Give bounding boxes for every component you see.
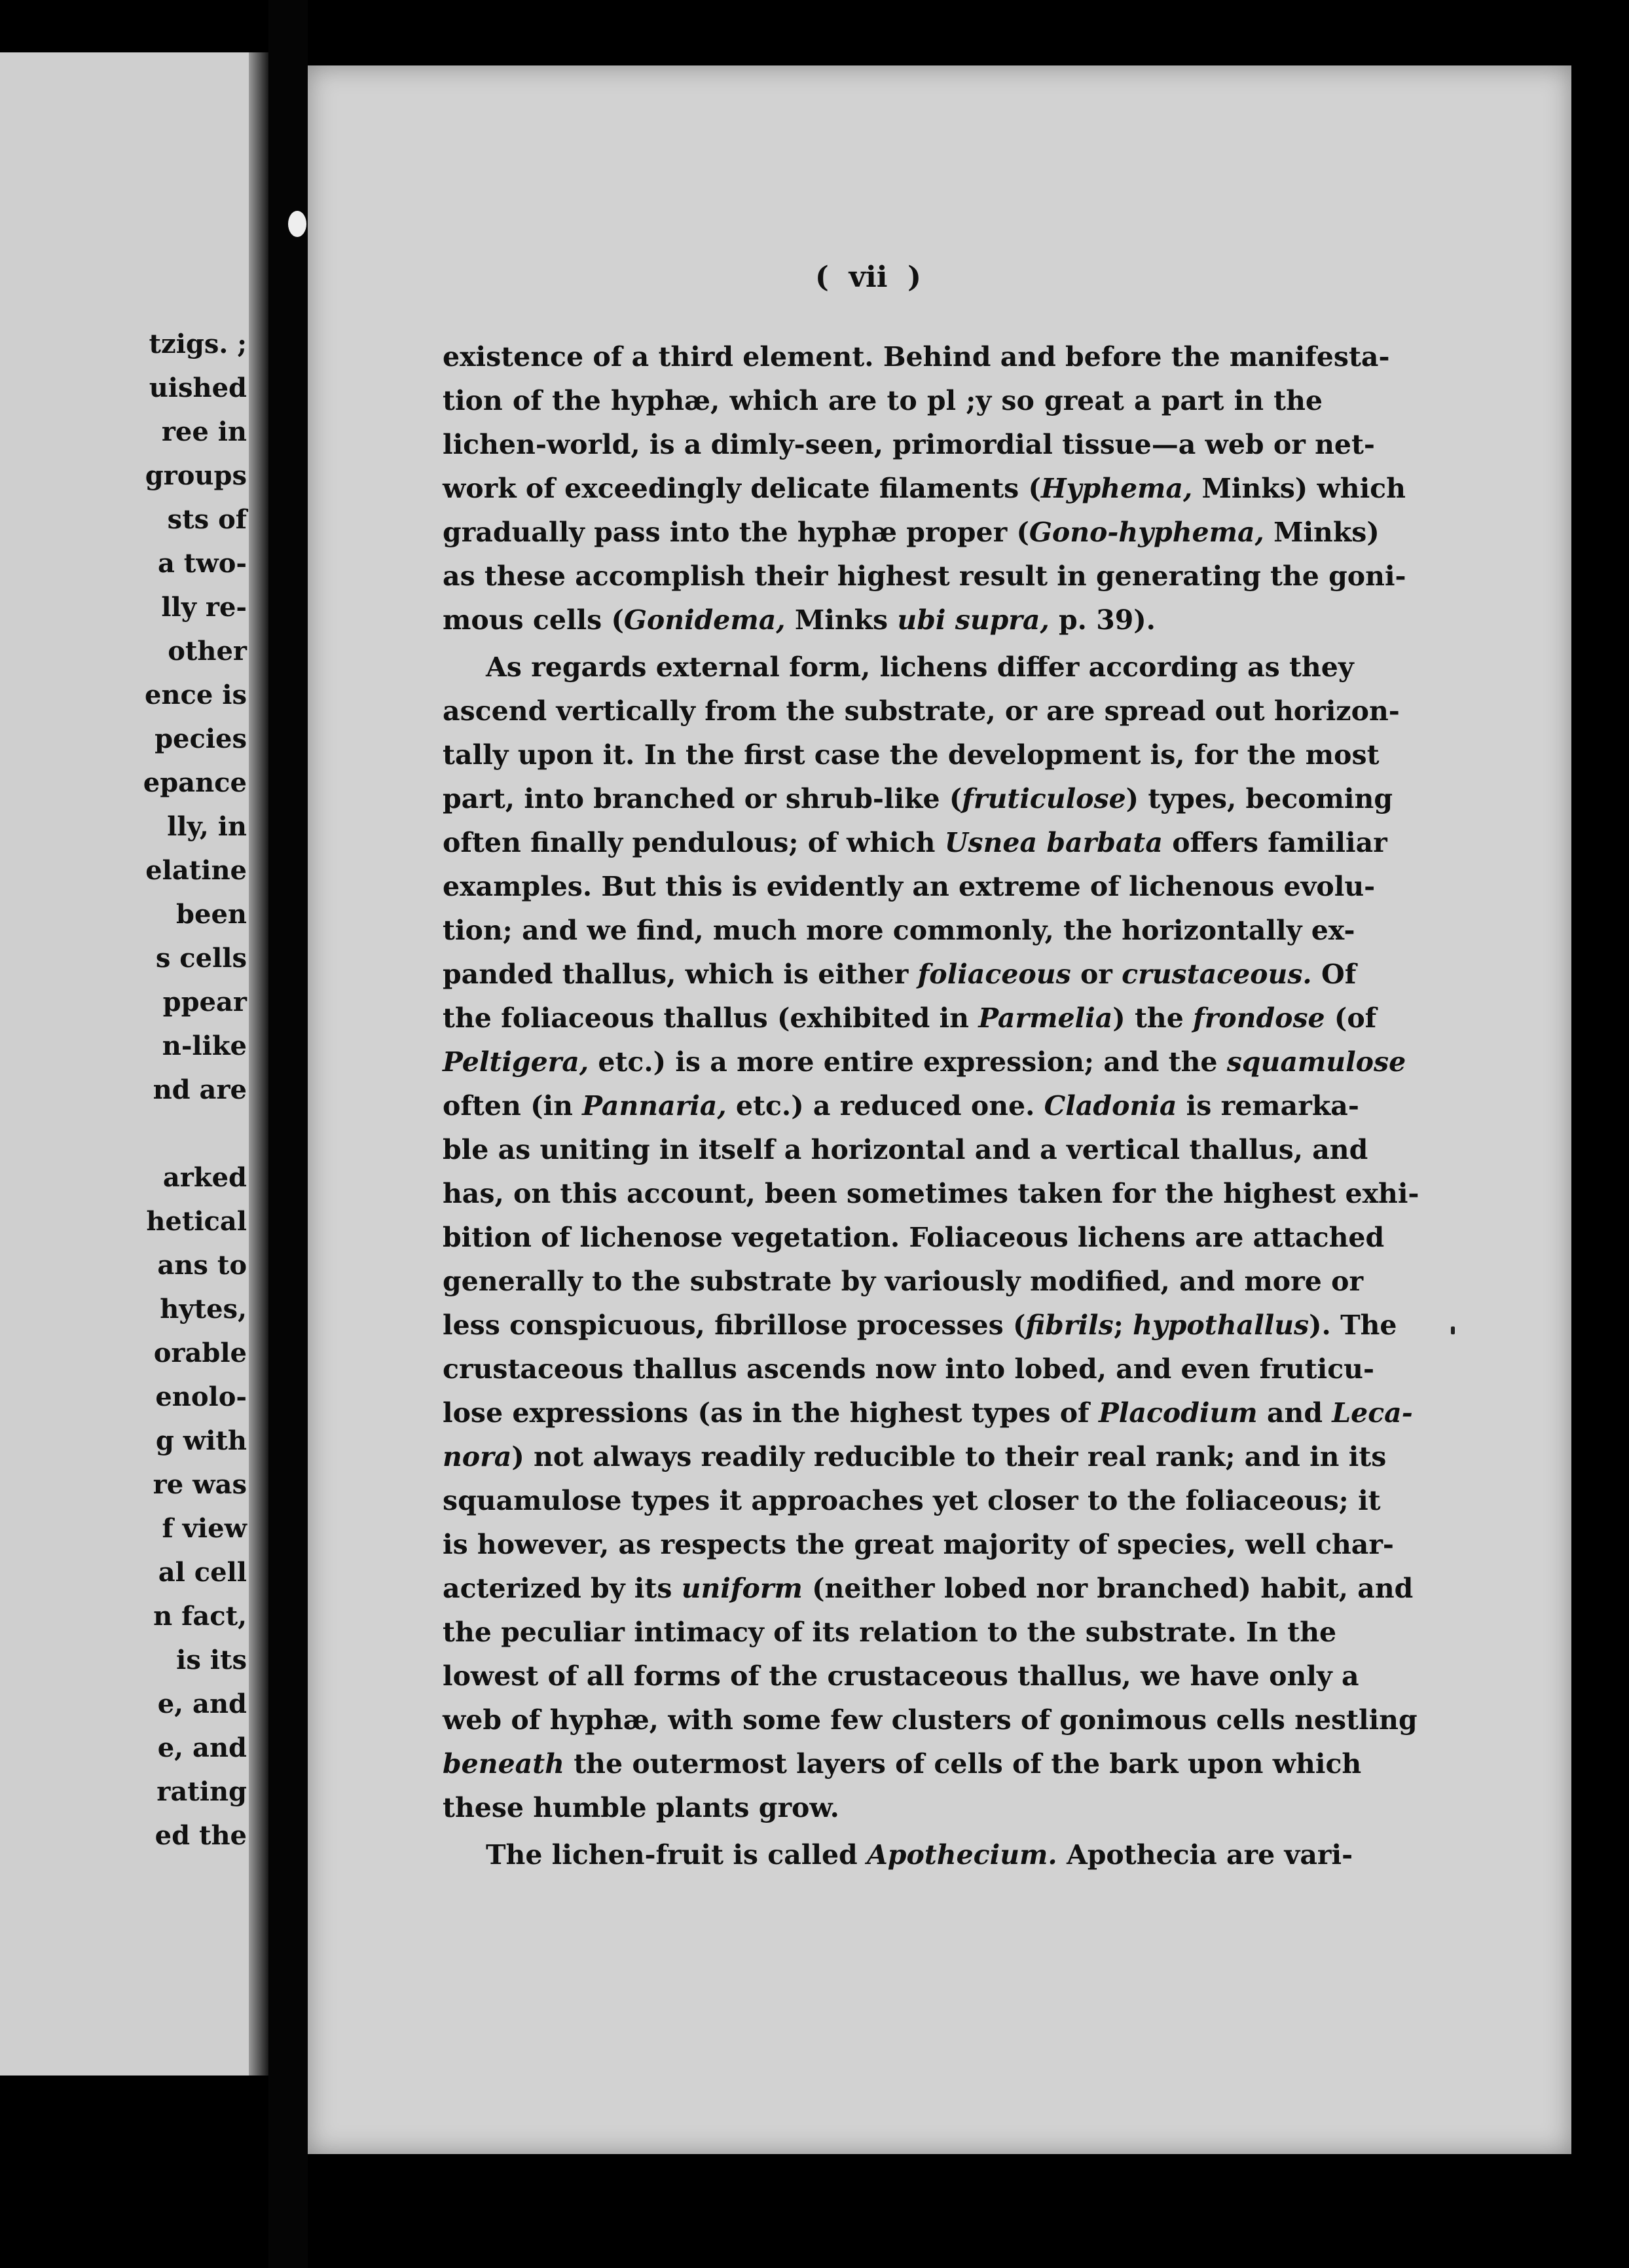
text-segment: often finally pendulous; of which [443,827,945,858]
text-segment: or [1071,959,1122,990]
text-segment: panded thallus, which is either [443,959,918,990]
italic-term: fruticulose [962,783,1126,814]
text-segment: Minks [785,604,898,636]
text-segment: tally upon it. In the first case the development is, for the most [443,739,1380,771]
left-page-line: elatine [145,855,247,886]
text-line [443,997,1377,1040]
left-page-line: is its [176,1645,247,1675]
text-line [443,909,1355,953]
italic-term: crustaceous. [1122,959,1312,990]
text-line [443,1655,1359,1698]
text-segment: the foliaceous thallus (exhibited in [443,1002,979,1034]
left-page-line: pecies [155,723,247,754]
text-line [443,1567,1414,1611]
text-segment: less conspicuous, fibrillose processes ( [443,1309,1026,1341]
text-segment: ) types, becoming [1126,783,1393,814]
text-line [443,689,1400,733]
text-line [443,1304,1397,1347]
left-page-line: ed the [155,1820,247,1851]
italic-term: Peltigera, [443,1046,589,1078]
text-segment: these humble plants grow. [443,1792,839,1823]
text-segment: etc.) is a more entire expression; and the [589,1046,1227,1078]
italic-term: nora [443,1441,512,1472]
left-page-line: n-like [162,1031,247,1061]
left-page-line: hytes, [160,1294,247,1325]
italic-term: fibrils [1025,1309,1114,1341]
left-page-line: n fact, [153,1601,247,1632]
italic-term: beneath [443,1748,564,1780]
italic-term: frondose [1193,1002,1325,1034]
italic-term: Gonidema, [623,604,786,636]
text-line [443,467,1406,511]
text-line [443,733,1380,777]
text-segment: Minks) which [1192,473,1406,504]
text-line [443,953,1357,997]
left-page-line: g with [155,1425,247,1456]
left-page-line: ence is [145,680,247,710]
text-segment: squamulose types it approaches yet closer to the foliaceous; it [443,1485,1381,1516]
left-page-line: e, and [157,1689,247,1719]
left-page-line: e, and [157,1732,247,1763]
text-line [443,1084,1359,1128]
text-segment: examples. But this is evidently an extreme of lichenous evolu- [443,871,1376,902]
text-line [443,598,1323,642]
text-line [443,1786,1323,1830]
text-segment: has, on this account, been sometimes taken for the highest exhi- [443,1178,1419,1209]
left-page-line: orable [153,1338,247,1368]
text-segment: p. 39). [1049,604,1156,636]
text-segment: bition of lichenose vegetation. Foliaceous lichens are attached [443,1222,1385,1253]
text-line [443,1260,1364,1304]
text-segment: etc.) a reduced one. [726,1090,1044,1122]
left-page-line: groups [145,460,247,491]
text-line [443,379,1323,423]
text-segment: the outermost layers of cells of the bark upon which [564,1748,1362,1780]
left-page-line: hetical [146,1206,247,1237]
left-page-line: epance [143,767,247,798]
text-segment: ). The [1309,1309,1397,1341]
text-segment: ; [1113,1309,1133,1341]
text-line [443,1742,1362,1786]
left-page-line: tzigs. ; [149,329,247,359]
left-page-line: s cells [155,943,247,974]
text-segment: existence of a third element. Behind and before the manifesta- [443,341,1390,373]
text-line [443,777,1393,821]
text-segment: crustaceous thallus ascends now into lobed, and even fruticu- [443,1353,1374,1385]
italic-term: Cladonia [1044,1090,1177,1122]
text-segment: ) not always readily reducible to their real rank; and in its [511,1441,1387,1472]
left-page-line: enolo- [155,1381,247,1412]
text-segment: ) the [1112,1002,1194,1034]
text-line [443,1172,1419,1216]
text-segment: part, into branched or shrub-like ( [443,783,962,814]
text-segment: is remarka- [1177,1090,1359,1122]
text-segment: lose expressions (as in the highest types of [443,1397,1099,1429]
left-page-line: rating [156,1776,247,1807]
left-page-line: ppear [162,987,247,1017]
text-line [443,1479,1381,1523]
italic-term: Gono-hyphema, [1029,517,1264,548]
left-page-line: uished [149,373,247,403]
paper-speck [288,211,306,237]
text-segment: web of hyphæ, with some few clusters of gonimous cells nestling [443,1704,1418,1736]
text-segment: lichen-world, is a dimly-seen, primordial tissue—a web or net- [443,429,1375,460]
text-segment: tion; and we find, much more commonly, the horizontally ex- [443,915,1355,946]
left-page-line: lly, in [167,811,247,842]
text-segment: work of exceedingly delicate filaments ( [443,473,1041,504]
italic-term: Apothecium. [867,1839,1057,1871]
text-segment: ascend vertically from the substrate, or are spread out horizon- [443,695,1400,727]
text-line [443,1611,1337,1655]
text-segment: lowest of all forms of the crustaceous thallus, we have only a [443,1660,1359,1692]
text-line [443,1391,1413,1435]
text-segment: is however, as respects the great majority of species, well char- [443,1529,1394,1560]
left-page-line: been [176,899,247,930]
italic-term: foliaceous [917,959,1071,990]
text-line [443,511,1380,555]
text-segment: generally to the substrate by variously modified, and more or [443,1266,1364,1297]
book-gutter [268,0,308,2268]
text-line [443,423,1375,467]
text-line [443,1216,1385,1260]
italic-term: Parmelia [978,1002,1113,1034]
text-line [443,865,1376,909]
text-line [443,1435,1387,1479]
text-segment: mous cells ( [443,604,624,636]
text-line [443,1040,1406,1084]
left-page-edge [249,52,268,2076]
italic-term: uniform [681,1573,803,1604]
text-segment: acterized by its [443,1573,682,1604]
text-segment: As regards external form, lichens differ according as they [486,651,1354,683]
text-line [443,646,1354,689]
left-page-line: other [168,636,247,667]
text-line [443,335,1390,379]
text-segment: often (in [443,1090,583,1122]
text-segment: ble as uniting in itself a horizontal and a vertical thallus, and [443,1134,1368,1165]
italic-term: Placodium [1098,1397,1258,1429]
text-segment: The lichen-fruit is called [486,1839,867,1871]
text-segment: Minks) [1264,517,1380,548]
text-line [443,1347,1374,1391]
italic-term: squamulose [1226,1046,1406,1078]
left-page-fragment [0,52,259,2076]
text-line [443,1523,1394,1567]
text-segment: tion of the hyphæ, which are to pl ;y so great a part in the [443,385,1323,416]
text-line [443,1833,1353,1877]
text-segment: offers familiar [1162,827,1387,858]
left-page-line: a two- [157,548,247,579]
body-text [443,335,1419,1877]
left-page-line: al cell [158,1557,247,1588]
italic-term: Usnea barbata [944,827,1163,858]
italic-term: Leca- [1332,1397,1413,1429]
left-page-line: ree in [161,416,247,447]
left-page-line: re was [153,1469,247,1500]
left-page-line: nd are [153,1074,247,1105]
left-page-line: sts of [167,504,247,535]
page-number: ( vii ) [815,261,921,294]
italic-term: ubi supra, [897,604,1050,636]
text-segment: Of [1311,959,1357,990]
italic-term: Pannaria, [582,1090,727,1122]
text-segment: Apothecia are vari- [1057,1839,1353,1871]
text-line [443,555,1406,598]
text-segment: the peculiar intimacy of its relation to the substrate. In the [443,1617,1337,1648]
left-page-line: arked [162,1162,247,1193]
left-page-line: lly re- [161,592,247,623]
text-segment: as these accomplish their highest result in generating the goni- [443,560,1406,592]
left-page-line: ans to [157,1250,247,1281]
ink-speck [1451,1326,1455,1334]
text-segment: gradually pass into the hyphæ proper ( [443,517,1029,548]
text-line [443,1698,1418,1742]
text-segment: (neither lobed nor branched) habit, and [802,1573,1414,1604]
text-line [443,821,1387,865]
italic-term: Hyphema, [1040,473,1193,504]
text-segment: and [1257,1397,1332,1429]
text-line [443,1128,1368,1172]
text-segment: (of [1325,1002,1377,1034]
left-page-line: f view [162,1513,247,1544]
italic-term: hypothallus [1133,1309,1309,1341]
